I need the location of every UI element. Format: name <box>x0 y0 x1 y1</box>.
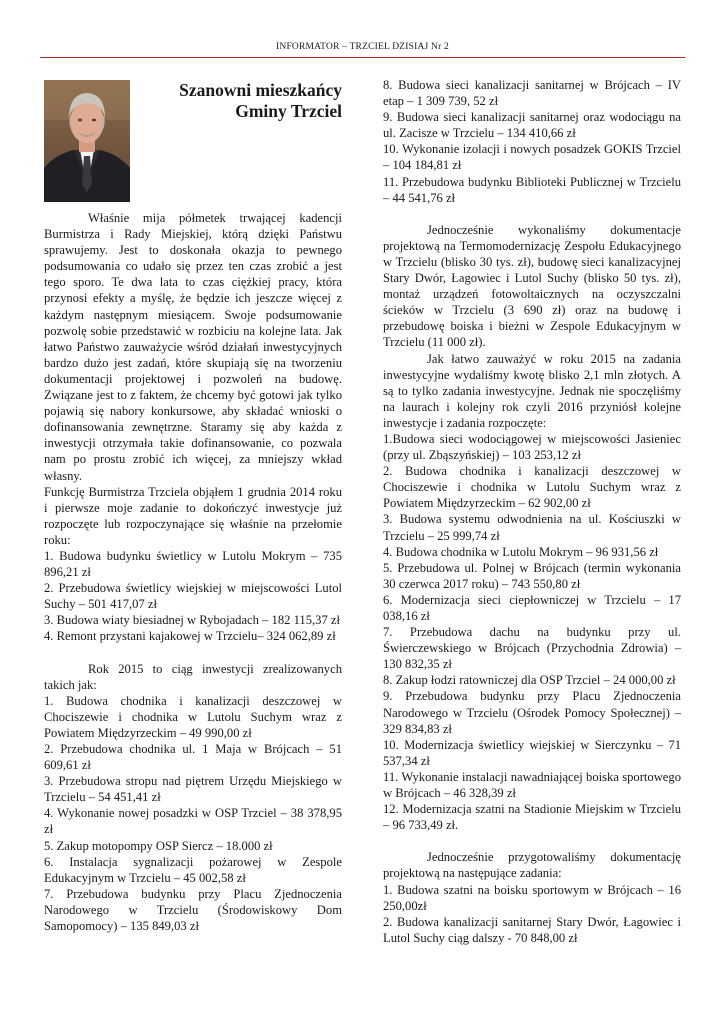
list-item: 7. Przebudowa dachu na budynku przy ul. Świerczewskiego w Brójcach (Przychodnia Zdrowia) – 130 832,35 zł <box>383 625 681 672</box>
list-item: 4. Remont przystani kajakowej w Trzcielu– 324 062,89 zł <box>44 629 336 644</box>
list-item: 5. Przebudowa ul. Polnej w Brójcach (termin wykonania 30 czerwca 2017 roku) – 743 550,80 zł <box>383 560 681 591</box>
list-item: 2. Przebudowa chodnika ul. 1 Maja w Brójcach – 51 609,61 zł <box>44 742 342 773</box>
list-item: 6. Modernizacja sieci ciepłowniczej w Trzcielu – 17 038,16 zł <box>383 592 681 623</box>
dokumentacja-paragraph: Jednocześnie wykonaliśmy dokumentacje projektową na Termomodernizację Zespołu Edukacyjnego w Trzcielu (blisko 30 tys. zł), budowę sieci kanalizacyjnej Stary Dwór, Łagowiec i Lutol Suchy (blisko 50 tys. zł), montaż urządzeń fotowoltaicznych na oczyszczalni ścieków w Trzcielu (3 690 zł) oraz na budowę i przebudowę boiska i bieżni w Zespole Edukacyjnym w Trzcielu (11 000 zł). <box>383 222 681 350</box>
list-item: 1. Budowa budynku świetlicy w Lutolu Mokrym – 735 896,21 zł <box>44 548 342 580</box>
list-item: 7. Przebudowa budynku przy Placu Zjednoczenia Narodowego w Trzcielu (Środowiskowy Dom Samopomocy) – 135 849,03 zł <box>44 886 342 934</box>
list-item: 1. Budowa szatni na boisku sportowym w Brójcach – 16 250,00zł <box>383 882 681 913</box>
mayor-portrait <box>44 80 130 202</box>
list-item: 3. Budowa wiaty biesiadnej w Rybojadach – 182 115,37 zł <box>44 613 340 628</box>
kwota-paragraph: Jak łatwo zauważyć w roku 2015 na zadania inwestycyjne wydaliśmy kwotę blisko 2,1 mln złotych. A są to tylko zadania inwestycyjne. Jednak nie spoczęliśmy na laurach i kolejny rok czyli 2016 przyniósł kolejne inwestycje i zadania rozpoczęte: <box>383 351 681 430</box>
list-item: 5. Zakup motopompy OSP Siercz – 18.000 zł <box>44 838 273 853</box>
list-item: 6. Instalacja sygnalizacji pożarowej w Zespole Edukacyjnym w Trzcielu – 45 002,58 zł <box>44 854 342 885</box>
list-item: 1. Budowa chodnika i kanalizacji deszczowej w Chociszewie i chodnika w Lutolu Suchym wraz z Powiatem Międzyrzeckim – 49 990,00 zł <box>44 693 342 740</box>
header-divider <box>40 57 685 58</box>
rok-2015-paragraph: Rok 2015 to ciąg inwestycji zrealizowanych takich jak: <box>44 661 342 692</box>
title-line-1: Szanowni mieszkańcy <box>179 80 342 100</box>
list-item: 2. Przebudowa świetlicy wiejskiej w miejscowości Lutol Suchy – 501 417,07 zł <box>44 581 342 612</box>
list-item: 2. Budowa kanalizacji sanitarnej Stary Dwór, Łagowiec i Lutol Suchy ciąg dalszy - 70 848,00 zł <box>383 914 681 945</box>
left-column <box>44 210 342 934</box>
title-line-2: Gminy Trzciel <box>235 101 342 121</box>
list-item: 4. Budowa chodnika w Lutolu Mokrym – 96 931,56 zł <box>383 544 659 559</box>
list-item: 1.Budowa sieci wodociągowej w miejscowości Jasieniec (przy ul. Zbąszyńskiej) – 103 253,12 zł <box>383 431 681 463</box>
intro-paragraph: Właśnie mija półmetek trwającej kadencji Burmistrza i Rady Miejskiej, którą dzięki Państwu sprawujemy. Jest to doskonała okazja to pewnego podsumowania co udało się przez ten czas zrobić a jest tego sporo. Te dwa lata to czas ciężkiej pracy, która przynosi efekty a myślę, że będzie ich jeszcze więcej z każdym następnym miesiącem. Swoje podsumowanie pozwolę sobie przedstawić w rozbiciu na kolejne lata. Jak łatwo Państwo zauważycie wśród działań inwestycyjnych bardzo dużo jest zadań, które skupiają się na tworzeniu dokumentacji projektowej i pozwoleń na budowę. Związane jest to z faktem, że chcemy być gotowi jak tylko pojawią się nabory konkursowe, aby składać wnioski o dofinansowania zewnętrzne. Staramy się aby każda z inwestycji otrzymała takie dofinansowanie, co pozwala nam po prostu zrobić ich więcej, za mniejszy wkład własny. <box>44 211 342 483</box>
przygotowalismy-paragraph: Jednocześnie przygotowaliśmy dokumentację projektową na następujące zadania: <box>383 850 681 881</box>
list-item: 10. Modernizacja świetlicy wiejskiej w Sierczynku – 71 537,34 zł <box>383 737 681 768</box>
list-item: 3. Budowa systemu odwodnienia na ul. Kościuszki w Trzcielu – 25 999,74 zł <box>383 512 681 543</box>
list-item: 2. Budowa chodnika i kanalizacji deszczowej w Chociszewie i chodnika w Lutolu Suchym wraz z Powiatem Międzyrzeckim – 62 902,00 zł <box>383 464 681 511</box>
list-item: 11. Wykonanie instalacji nawadniającej boiska sportowego w Brójcach – 46 328,39 zł <box>383 769 681 801</box>
list-item: 8. Budowa sieci kanalizacji sanitarnej w Brójcach – IV etap – 1 309 739, 52 zł <box>383 78 681 109</box>
list-item: 8. Zakup łodzi ratowniczej dla OSP Trzciel – 24 000,00 zł <box>383 673 676 688</box>
list-item: 9. Przebudowa budynku przy Placu Zjednoczenia Narodowego w Trzcielu (Ośrodek Pomocy Społecznej) – 329 834,83 zł <box>383 689 681 736</box>
list-item: 12. Modernizacja szatni na Stadionie Miejskim w Trzcielu – 96 733,49 zł. <box>383 802 681 833</box>
list-item: 9. Budowa sieci kanalizacji sanitarnej oraz wodociągu na ul. Zacisze w Trzcielu – 134 410,66 zł <box>383 110 681 141</box>
right-column <box>383 77 681 946</box>
list-item: 10. Wykonanie izolacji i nowych posadzek GOKIS Trzciel – 104 184,81 zł <box>383 142 681 173</box>
list-item: 11. Przebudowa budynku Biblioteki Publicznej w Trzcielu – 44 541,76 zł <box>383 174 681 205</box>
funkcje-paragraph: Funkcję Burmistrza Trzciela objąłem 1 grudnia 2014 roku i pierwsze moje zadanie to dokończyć inwestycje już rozpoczęte lub rozpoczynające się właśnie na przełomie roku: <box>44 484 342 547</box>
header-title: INFORMATOR – TRZCIEL DZISIAJ Nr 2 <box>276 42 449 52</box>
list-item: 4. Wykonanie nowej posadzki w OSP Trzciel – 38 378,95 zł <box>44 806 342 837</box>
list-item: 3. Przebudowa stropu nad piętrem Urzędu Miejskiego w Trzcielu – 54 451,41 zł <box>44 774 342 805</box>
article-title <box>140 80 342 122</box>
